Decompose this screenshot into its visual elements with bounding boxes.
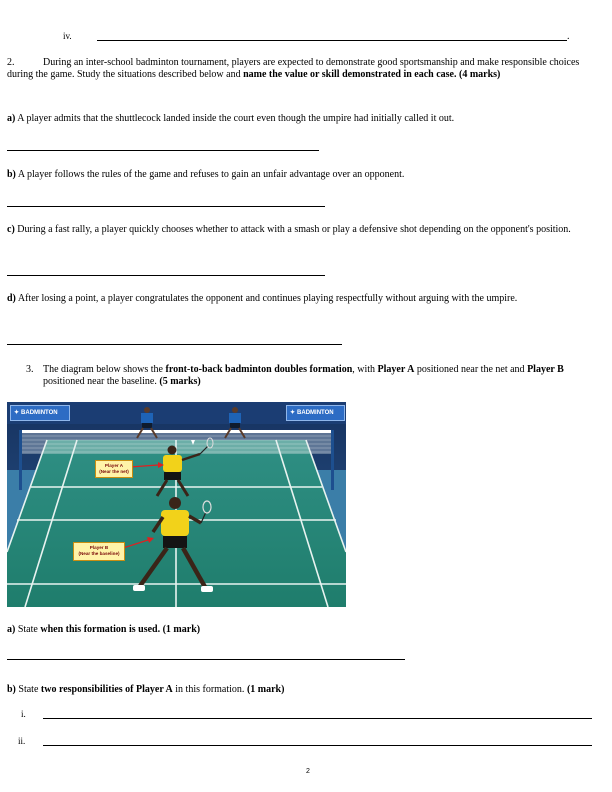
roman-ii: ii. [18,736,26,746]
badminton-formation-image [7,402,346,607]
q3b-plain: in this formation. [172,684,247,695]
answer-line-q2b[interactable] [7,206,325,207]
banner-left [10,405,70,421]
q3-intro-part: positioned near the baseline. [43,375,160,387]
label-player-a [95,460,133,478]
q3a-plain: State [15,624,41,635]
q3b-plain: State [15,684,41,695]
q2c-body: During a fast rally, a player quickly chooses whether to attack with a smash or play a defensive shot depending on the opponent's position. [17,224,571,235]
label-player-a-sub: (Near the net) [99,469,129,474]
line-end-dot: . [567,31,570,42]
banner-right [286,405,345,421]
q3a-bold: when this formation is used [40,624,158,635]
q3a-label: a) [7,624,16,635]
roman-i: i. [21,709,26,719]
answer-line-q3a[interactable] [7,659,405,660]
label-player-b [73,542,125,561]
q3-formation-name: front-to-back badminton doubles formation [165,364,353,375]
q2c-label: c) [7,224,15,235]
q2d-label: d) [7,293,16,304]
label-player-a-title: Player A [104,463,124,468]
q2-intro-plain: During an inter-school badminton tournament, players are expected to demonstrate good sportsmanship and make responsible choices during the game. Study the situations described below and [7,57,580,80]
q2-intro-bold: name the value or skill demonstrated in each case. (4 marks) [243,68,501,80]
q3-intro [43,364,607,387]
q3b-bold: two responsibilities of Player A [40,684,173,695]
q3-intro-part: The diagram below shows the [43,364,166,375]
q2-intro [7,57,599,80]
banner-left-text: BADMINTON [21,410,58,416]
q2d-body: After losing a point, a player congratulates the opponent and continues playing respectfully without arguing with the umpire. [17,293,518,304]
q2c-text [7,224,599,236]
label-player-b-sub: (Near the baseline) [78,551,120,556]
answer-line-q2a[interactable] [7,150,319,151]
q2a-text [7,113,599,125]
q2b-body: A player follows the rules of the game and refuses to gain an unfair advantage over an opponent. [17,169,405,180]
label-player-b-title: Player B [89,545,109,550]
q2a-label: a) [7,113,16,124]
q2-number: 2. [7,57,15,68]
answer-line-q3b-ii[interactable] [43,745,592,746]
answer-line-q2c[interactable] [7,275,325,276]
q2a-body: A player admits that the shuttlecock landed inside the court even though the umpire had initially called it out. [17,113,455,124]
q3a-marks: . (1 mark) [157,624,201,635]
q2b-text [7,169,599,181]
roman-iv: iv. [63,31,72,41]
feather-icon: ✦ [290,410,296,416]
q2b-label: b) [7,169,16,180]
q3-intro-part: , with [352,364,378,375]
feather-icon: ✦ [14,410,20,416]
answer-line-q2d[interactable] [7,344,342,345]
q3b-marks: (1 mark) [246,684,285,695]
q3-marks: (5 marks) [159,375,201,387]
banner-right-text: BADMINTON [297,410,334,416]
q3b-label: b) [7,684,16,695]
q3-player-b: Player B [527,364,564,375]
q3-player-a: Player A [377,364,415,375]
q3-number: 3. [26,364,34,375]
q3-intro-part: positioned near the net and [414,364,528,375]
answer-line-iv[interactable] [97,40,567,41]
page-number: 2 [306,768,310,775]
q3a-text [7,624,599,636]
q3b-text [7,684,599,696]
answer-line-q3b-i[interactable] [43,718,592,719]
q2d-text [7,293,599,305]
